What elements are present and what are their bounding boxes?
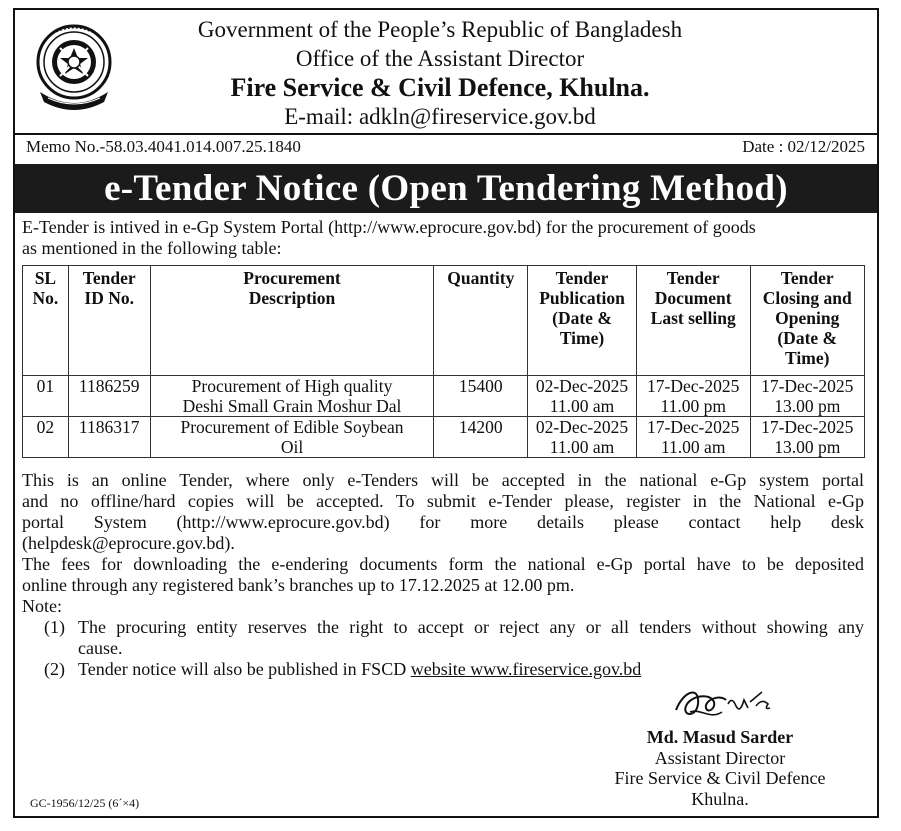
fire-service-emblem-icon	[26, 18, 122, 114]
note-text: Tender notice will also be published in FSCD	[78, 659, 411, 679]
col-header-closing	[750, 266, 865, 376]
cell-description	[150, 417, 434, 458]
cell-closing	[750, 376, 865, 417]
header-line: Time)	[559, 328, 605, 348]
header-email: E-mail: adkln@fireservice.gov.bd	[284, 104, 596, 129]
cell-line: 11.00 am	[549, 437, 615, 457]
note-line: The procuring entity reserves the right to accept or reject any or all tenders without showing any	[78, 617, 864, 637]
header-line: Document	[654, 288, 732, 308]
cell-tender-id: 1186317	[68, 417, 150, 458]
cell-line: Procurement of High quality	[191, 376, 393, 396]
signatory-name: Md. Masud Sarder	[646, 727, 794, 747]
header-line: Tender	[82, 268, 136, 288]
cell-line: 02-Dec-2025	[535, 417, 629, 437]
cell-tender-id: 1186259	[68, 376, 150, 417]
col-header-sl	[23, 266, 69, 376]
header-line: ID No.	[84, 288, 134, 308]
cell-closing	[750, 417, 865, 458]
header-line: Last selling	[650, 308, 736, 328]
intro-line: as mentioned in the following table:	[22, 238, 282, 258]
cell-line: 11.00 am	[660, 437, 726, 457]
paragraph-line: online through any registered bank’s branches up to 17.12.2025 at 12.00 pm.	[22, 575, 575, 595]
note-item	[22, 617, 864, 659]
cell-line: Oil	[280, 437, 304, 457]
header-line: Tender	[780, 268, 834, 288]
paragraph-line: The fees for downloading the e-endering documents form the national e-Gp portal have to be deposited	[22, 554, 864, 574]
table-header-row	[23, 266, 865, 376]
cell-line: 11.00 pm	[660, 396, 726, 416]
intro-text	[22, 217, 864, 259]
cell-line: 17-Dec-2025	[647, 417, 740, 437]
cell-quantity: 15400	[434, 376, 528, 417]
header-line: Opening	[775, 308, 840, 328]
header-line: SL	[34, 268, 57, 288]
cell-line: 11.00 am	[549, 396, 615, 416]
cell-line: Deshi Small Grain Moshur Dal	[182, 396, 402, 416]
header-line: Closing and	[762, 288, 852, 308]
paragraph-line: and no offline/hard copies will be accepted. To submit e-Tender please, register in the National e-Gp	[22, 491, 864, 511]
cell-line: Procurement of Edible Soybean	[180, 417, 404, 437]
cell-publication	[528, 417, 637, 458]
website-link[interactable]: website www.fireservice.gov.bd	[410, 659, 642, 679]
handwritten-signature	[670, 678, 790, 728]
header-line: (Date &	[777, 328, 838, 348]
cell-last-selling	[636, 417, 750, 458]
cell-last-selling	[636, 376, 750, 417]
header-divider	[13, 133, 879, 135]
signature-block	[590, 727, 850, 809]
header-line: Time)	[785, 348, 830, 368]
cell-description	[150, 376, 434, 417]
col-header-quantity	[434, 266, 528, 376]
cell-sl: 02	[23, 417, 69, 458]
header-government: Government of the People’s Republic of Bangladesh	[197, 17, 683, 42]
signatory-title: Assistant Director	[654, 747, 786, 768]
header-line: Tender	[555, 268, 609, 288]
header-line: Procurement	[243, 268, 341, 288]
header-line: No.	[32, 288, 59, 308]
notice-date: Date : 02/12/2025	[742, 137, 865, 156]
cell-publication	[528, 376, 637, 417]
col-header-publication	[528, 266, 637, 376]
note-item	[22, 659, 864, 680]
header-department: Fire Service & Civil Defence, Khulna.	[230, 73, 650, 102]
cell-quantity: 14200	[434, 417, 528, 458]
col-header-last-selling	[636, 266, 750, 376]
note-number: (2)	[44, 659, 65, 679]
fees-paragraph	[22, 554, 864, 596]
intro-line: E-Tender is intived in e-Gp System Portal (http://www.eprocure.gov.bd) for the procurement of goods	[22, 217, 756, 237]
cell-line: 17-Dec-2025	[761, 376, 854, 396]
col-header-description	[150, 266, 434, 376]
cell-line: 17-Dec-2025	[647, 376, 740, 396]
note-label: Note:	[22, 596, 62, 616]
header-line: Description	[248, 288, 336, 308]
notice-title: e-Tender Notice (Open Tendering Method)	[15, 164, 877, 213]
online-tender-paragraph	[22, 470, 864, 554]
memo-number: Memo No.-58.03.4041.014.007.25.1840	[26, 137, 301, 156]
header-line: (Date &	[552, 308, 612, 328]
cell-line: 17-Dec-2025	[761, 417, 854, 437]
tender-table	[22, 265, 865, 458]
col-header-tender-id	[68, 266, 150, 376]
footer-code: GC-1956/12/25 (6´×4)	[30, 796, 140, 810]
table-row	[23, 417, 865, 458]
table-row	[23, 376, 865, 417]
note-number: (1)	[44, 617, 65, 637]
note-line: cause.	[78, 638, 123, 658]
paragraph-line: This is an online Tender, where only e-Tenders will be accepted in the national e-Gp system portal	[22, 470, 864, 490]
paragraph-line: (helpdesk@eprocure.gov.bd).	[22, 533, 235, 553]
header-line: Tender	[666, 268, 720, 288]
signatory-organization: Fire Service & Civil Defence	[614, 768, 826, 788]
cell-sl: 01	[23, 376, 69, 417]
header-office: Office of the Assistant Director	[295, 46, 585, 71]
cell-line: 02-Dec-2025	[535, 376, 629, 396]
header-line: Publication	[539, 288, 625, 308]
cell-line: 13.00 pm	[774, 396, 841, 416]
paragraph-line: portal System (http://www.eprocure.gov.bd) for more details please contact help desk	[22, 512, 864, 532]
notice-body	[22, 470, 864, 680]
cell-line: 13.00 pm	[774, 437, 841, 457]
signatory-place: Khulna.	[691, 788, 749, 809]
header-line: Quantity	[447, 268, 515, 288]
